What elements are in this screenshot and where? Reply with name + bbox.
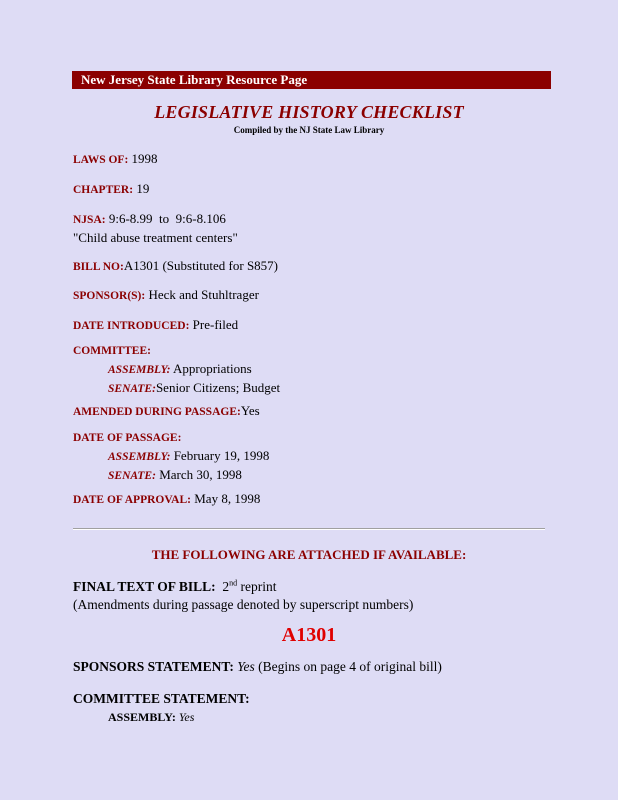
committee-statement-assembly-row xyxy=(73,708,250,726)
date-introduced-value: Pre-filed xyxy=(192,317,239,332)
sponsors-label: SPONSOR(S): xyxy=(73,290,146,302)
final-text-label: FINAL TEXT OF BILL: xyxy=(73,579,216,594)
passage-assembly-row xyxy=(73,447,269,466)
chapter-label: CHAPTER: xyxy=(73,184,134,196)
njsa-field xyxy=(73,210,238,246)
bill-no-label: BILL NO: xyxy=(73,261,124,273)
committee-assembly-row xyxy=(73,360,280,379)
sponsors-statement-value: Yes xyxy=(237,659,255,674)
committee-statement-field xyxy=(73,690,250,726)
bill-no-value: A1301 (Substituted for S857) xyxy=(123,258,279,273)
final-text-sup: nd xyxy=(229,578,238,588)
amended-label: AMENDED DURING PASSAGE: xyxy=(73,406,241,418)
amended-field xyxy=(73,402,260,421)
final-text-num: 2 xyxy=(222,579,230,594)
page-subtitle: Compiled by the NJ State Law Library xyxy=(233,125,385,135)
resource-page-banner: New Jersey State Library Resource Page xyxy=(72,71,551,89)
committee-assembly-value: Appropriations xyxy=(172,361,252,376)
date-introduced-label: DATE INTRODUCED: xyxy=(73,320,190,332)
committee-label: COMMITTEE: xyxy=(73,345,151,357)
sponsors-statement-note: (Begins on page 4 of original bill) xyxy=(258,659,442,674)
committee-assembly-label: ASSEMBLY: xyxy=(108,364,171,376)
chapter-field xyxy=(73,180,149,199)
njsa-label: NJSA: xyxy=(73,214,106,226)
committee-senate-row xyxy=(73,379,280,398)
committee-senate-value: Senior Citizens; Budget xyxy=(155,380,281,395)
final-text-field xyxy=(73,578,413,614)
njsa-value: 9:6-8.99 to 9:6-8.106 xyxy=(108,211,226,226)
date-of-approval-label: DATE OF APPROVAL: xyxy=(73,494,191,506)
laws-of-field xyxy=(73,150,158,169)
chapter-value: 19 xyxy=(136,181,150,196)
sponsors-statement-field xyxy=(73,658,442,676)
bill-no-field xyxy=(73,257,278,276)
date-of-approval-field xyxy=(73,490,260,509)
passage-senate-label: SENATE: xyxy=(108,470,156,482)
final-text-note: (Amendments during passage denoted by superscript numbers) xyxy=(73,597,414,612)
date-of-approval-value: May 8, 1998 xyxy=(194,491,261,506)
passage-senate-row xyxy=(73,466,269,485)
date-of-passage-label: DATE OF PASSAGE: xyxy=(73,432,182,444)
njsa-note: "Child abuse treatment centers" xyxy=(73,230,238,245)
laws-of-label: LAWS OF: xyxy=(73,154,129,166)
page-title: LEGISLATIVE HISTORY CHECKLIST xyxy=(154,102,464,122)
passage-assembly-label: ASSEMBLY: xyxy=(108,451,171,463)
amended-value: Yes xyxy=(240,403,260,418)
committee-statement-label: COMMITTEE STATEMENT: xyxy=(73,691,250,706)
committee-field xyxy=(73,343,280,398)
passage-senate-value: March 30, 1998 xyxy=(159,467,242,482)
final-text-rest: reprint xyxy=(240,579,277,594)
passage-assembly-value: February 19, 1998 xyxy=(173,448,270,463)
sponsors-field xyxy=(73,286,259,305)
attached-heading: THE FOLLOWING ARE ATTACHED IF AVAILABLE: xyxy=(151,547,467,562)
date-of-passage-field xyxy=(73,430,269,485)
committee-statement-assembly-label: ASSEMBLY: xyxy=(108,710,176,724)
sponsors-value: Heck and Stuhltrager xyxy=(148,287,259,302)
section-divider xyxy=(73,528,545,530)
committee-senate-label: SENATE: xyxy=(108,383,156,395)
laws-of-value: 1998 xyxy=(131,151,158,166)
sponsors-statement-label: SPONSORS STATEMENT: xyxy=(73,659,234,674)
committee-statement-assembly-value: Yes xyxy=(178,710,195,724)
date-introduced-field xyxy=(73,316,238,335)
bill-heading: A1301 xyxy=(281,624,337,646)
